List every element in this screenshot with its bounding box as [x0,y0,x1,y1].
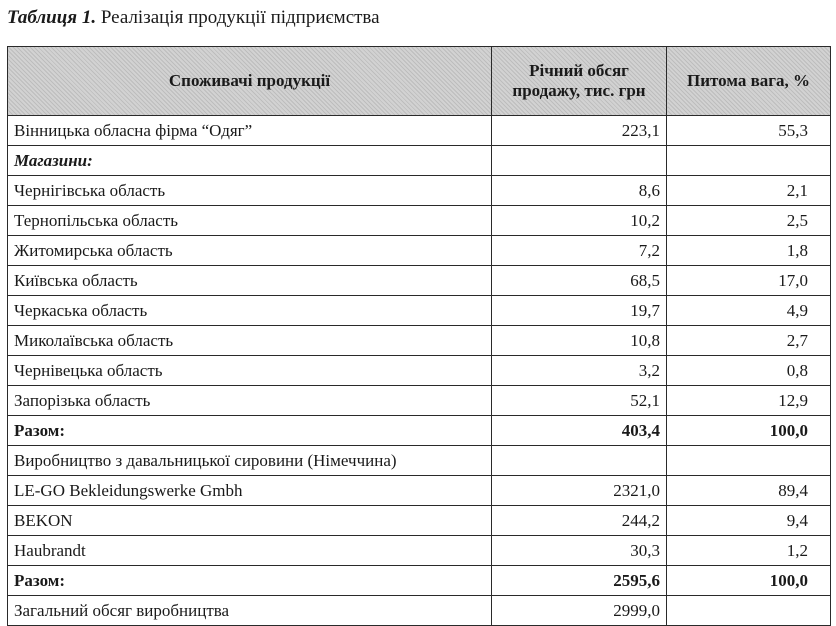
cell-annual-sales: 8,6 [492,176,667,206]
cell-consumer: LE-GO Bekleidungswerke Gmbh [8,476,492,506]
cell-share: 4,9 [667,296,831,326]
cell-annual-sales: 30,3 [492,536,667,566]
table-row [8,506,831,536]
cell-share: 9,4 [667,506,831,536]
cell-annual-sales: 10,8 [492,326,667,356]
section-row [8,146,831,176]
cell-consumer: Черкаська область [8,296,492,326]
table-row [8,296,831,326]
cell-annual-sales: 7,2 [492,236,667,266]
cell-share: 1,2 [667,536,831,566]
table-row [8,206,831,236]
cell-annual-sales: 2999,0 [492,596,667,626]
cell-share: 12,9 [667,386,831,416]
cell-share [667,446,831,476]
cell-consumer: Чернівецька область [8,356,492,386]
cell-share: 100,0 [667,416,831,446]
cell-annual-sales [492,446,667,476]
cell-annual-sales [492,146,667,176]
header-consumers: Споживачі продукції [8,47,492,116]
table-row [8,116,831,146]
table-row [8,596,831,626]
table-row [8,446,831,476]
table-title: Реалізація продукції підприємства [100,7,380,28]
total-row [8,416,831,446]
cell-consumer: Чернігівська область [8,176,492,206]
cell-consumer: Разом: [8,416,492,446]
cell-annual-sales: 19,7 [492,296,667,326]
cell-share: 2,1 [667,176,831,206]
cell-consumer: Вінницька обласна фірма “Одяг” [8,116,492,146]
cell-share: 55,3 [667,116,831,146]
cell-annual-sales: 52,1 [492,386,667,416]
cell-share: 89,4 [667,476,831,506]
table-row [8,326,831,356]
table-row [8,356,831,386]
table-row [8,266,831,296]
cell-share: 17,0 [667,266,831,296]
cell-consumer: BEKON [8,506,492,536]
header-annual-sales: Річний обсяг продажу, тис. грн [492,47,667,116]
cell-consumer: Київська область [8,266,492,296]
cell-share: 2,5 [667,206,831,236]
cell-annual-sales: 3,2 [492,356,667,386]
header-row [8,47,831,116]
table-caption [7,7,380,29]
cell-annual-sales: 2321,0 [492,476,667,506]
cell-consumer: Haubrandt [8,536,492,566]
table-row [8,236,831,266]
cell-consumer: Житомирська область [8,236,492,266]
cell-annual-sales: 2595,6 [492,566,667,596]
cell-share [667,596,831,626]
cell-consumer: Виробництво з давальницької сировини (Німеччина) [8,446,492,476]
cell-share: 1,8 [667,236,831,266]
table-row [8,386,831,416]
cell-consumer: Загальний обсяг виробництва [8,596,492,626]
cell-annual-sales: 403,4 [492,416,667,446]
cell-share: 2,7 [667,326,831,356]
table-body [8,116,831,626]
cell-share: 100,0 [667,566,831,596]
sales-table [7,46,831,626]
cell-consumer: Запорізька область [8,386,492,416]
table-row [8,476,831,506]
table-number: Таблиця 1. [7,7,97,28]
cell-consumer: Разом: [8,566,492,596]
table-row [8,176,831,206]
table-row [8,536,831,566]
cell-consumer: Тернопільська область [8,206,492,236]
cell-share [667,146,831,176]
cell-annual-sales: 244,2 [492,506,667,536]
cell-consumer: Миколаївська область [8,326,492,356]
header-share: Питома вага, % [667,47,831,116]
total-row [8,566,831,596]
cell-consumer: Магазини: [8,146,492,176]
cell-annual-sales: 10,2 [492,206,667,236]
cell-annual-sales: 68,5 [492,266,667,296]
cell-share: 0,8 [667,356,831,386]
cell-annual-sales: 223,1 [492,116,667,146]
